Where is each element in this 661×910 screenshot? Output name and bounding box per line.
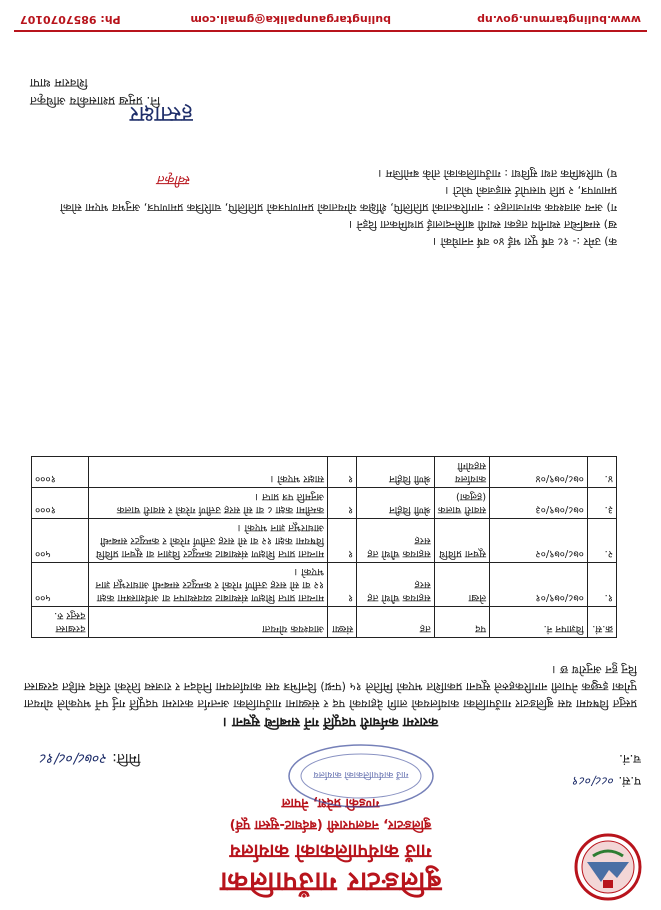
footer-website: www.bulingtarmun.gov.np xyxy=(477,13,641,26)
header-count: संख्या xyxy=(328,607,357,638)
cell-sn: ३. xyxy=(587,488,616,519)
cell-post: लेखा xyxy=(434,563,489,607)
footer-email: bulingtargaunpalika@gmail.com xyxy=(190,13,391,26)
table-row xyxy=(32,563,617,607)
footer-phone: Ph: 9857070107 xyxy=(20,13,121,26)
header-level: तह xyxy=(357,607,435,638)
table-row xyxy=(32,488,617,519)
cell-qualification: कम्तीमा कक्षा ८ वा सो सरह उत्तीर्ण गरेको र सवारी चालक अनुमति पत्र प्राप्त । xyxy=(89,488,328,519)
notice-date xyxy=(40,749,140,768)
table-header-row xyxy=(32,607,617,638)
vacancy-table xyxy=(31,456,617,638)
cell-sn: ४. xyxy=(587,457,616,488)
cell-count: १ xyxy=(328,488,357,519)
cell-sn: २. xyxy=(587,519,616,563)
dispatch-number xyxy=(619,751,641,768)
cell-level: सहायक चौथो तह सरह xyxy=(357,563,435,607)
reference-label: प.सं. xyxy=(618,774,641,788)
cell-level: श्रेणी विहीन xyxy=(357,457,435,488)
cell-fee: ५०० xyxy=(32,519,89,563)
cell-advert-no: ०७८/०७९/०१ xyxy=(490,563,588,607)
cell-count: १ xyxy=(328,519,357,563)
dispatch-label: च.नं. xyxy=(619,752,641,766)
header-sn: क्र.सं. xyxy=(587,607,616,638)
header-post: पद xyxy=(434,607,489,638)
cell-fee: १००० xyxy=(32,457,89,488)
office-subtitle: गाउँ कार्यपालिकाको कार्यालय xyxy=(229,840,432,862)
cell-advert-no: ०७८/०७९/०२ xyxy=(490,519,588,563)
cell-post: सूचना प्रविधि xyxy=(434,519,489,563)
cell-post: सवारी चालक (हलुका) xyxy=(434,488,489,519)
cell-qualification: साक्षर भएको । xyxy=(89,457,328,488)
reference-number xyxy=(573,773,641,790)
conditions-list xyxy=(31,165,617,250)
stamp-text: गाउँ कार्यपालिकाको कार्यालय xyxy=(313,769,409,779)
cell-count: १ xyxy=(328,563,357,607)
cell-level: श्रेणी विहीन xyxy=(357,488,435,519)
signatory-designation: नि. प्रमुख प्रशासकीय अधिकृत xyxy=(30,94,161,108)
footer-divider xyxy=(14,30,647,32)
date-label: मिति: xyxy=(112,750,141,766)
cell-fee: १००० xyxy=(32,488,89,519)
approval-mark: स्वीकृत xyxy=(157,172,191,187)
cell-count: १ xyxy=(328,457,357,488)
signature-scrawl: हस्ताक्षर xyxy=(129,101,193,126)
cell-advert-no: ०७८/०७९/०४ xyxy=(490,457,588,488)
date-value: २०७८/०८/१८ xyxy=(40,750,108,766)
condition-item: ग) अन्य आवश्यक कागजातहरु : नागरिकताको प्रतिलिपि, शैक्षिक योग्यताको प्रमाणपत्रको प्रतिलिपि, चारित्रिक प्रमाणपत्र, अनुभव भएमा सोको प्रमाणपत्र, २ प्रति पासपोर्ट साइजको फोटो । xyxy=(60,184,617,214)
cell-qualification: मान्यता प्राप्त शिक्षण संस्थाबाट व्यवस्थापन वा अर्थशास्त्रमा कक्षा १२ वा सो सरह उत्तीर्ण गरेको र कम्प्युटर सम्बन्धी आधारभूत ज्ञान भएको । xyxy=(89,563,328,607)
office-address-line1: बुलिङटार, नवलपरासी (बर्दघाट-सुस्ता पूर्व) xyxy=(229,817,432,832)
notice-subject: करारमा कर्मचारी पदपूर्ति गर्ने सम्बन्धि सूचना । xyxy=(222,714,439,729)
reference-value: ०८८/०८९ xyxy=(573,774,615,788)
signatory-name: शिवराम थापा xyxy=(30,76,88,90)
header-advert-no: विज्ञापन नं. xyxy=(490,607,588,638)
cell-advert-no: ०७८/०७९/०३ xyxy=(490,488,588,519)
condition-item: ख) सम्बन्धित स्थानीय तहका स्थायी बासिन्दालाई प्राथमिकता दिइने । xyxy=(348,218,617,231)
cell-qualification: मान्यता प्राप्त शिक्षण संस्थाबाट कम्प्युटर विज्ञान वा सूचना प्रविधि विषयमा कक्षा १२ वा सो सरह उत्तीर्ण गरेको र कम्प्युटर सम्बन्धी आधारभूत ज्ञान भएको । xyxy=(89,519,328,563)
office-address-line2: गण्डकी प्रदेश, नेपाल xyxy=(281,795,380,810)
municipality-title: बुलिङटार गाउँपालिका xyxy=(219,866,442,897)
cell-level: सहायक चौथो तह सरह xyxy=(357,519,435,563)
condition-item: घ) पारिश्रमिक तथा सुविधा : गाउँपालिकाको तोके बमोजिम । xyxy=(378,167,617,180)
table-row xyxy=(32,457,617,488)
notice-intro: प्रस्तुत विषयमा यस बुलिङटार गाउँपालिका कार्यालयको लागि देहायको पद र संख्यामा गाउँपालिका अन्तर्गत करारमा पदपूर्ति गर्नु पर्ने भएकोले योग्यता पुगेका इच्छुक नेपाली नागरिकहरुले सूचना प्रकाशित भएको मितिले १५ (पन्ध्र) दिनभित्र यस कार्यालयमा निवेदन र राजस्व तिरेको रसिद सहित दरखास्त दिनु हुन अनुरोध छ । xyxy=(24,663,637,711)
table-row xyxy=(32,519,617,563)
cell-fee: ५०० xyxy=(32,563,89,607)
office-stamp xyxy=(286,742,436,810)
cell-sn: १. xyxy=(587,563,616,607)
cell-post: कार्यालय सहयोगी xyxy=(434,457,489,488)
header-fee: दरखास्त दस्तुर रु. xyxy=(32,607,89,638)
header-qualification: आवश्यक योग्यता xyxy=(89,607,328,638)
condition-item: क) उमेर :- १८ वर्ष पूरा भई ४० वर्ष ननाघेको । xyxy=(432,235,617,248)
